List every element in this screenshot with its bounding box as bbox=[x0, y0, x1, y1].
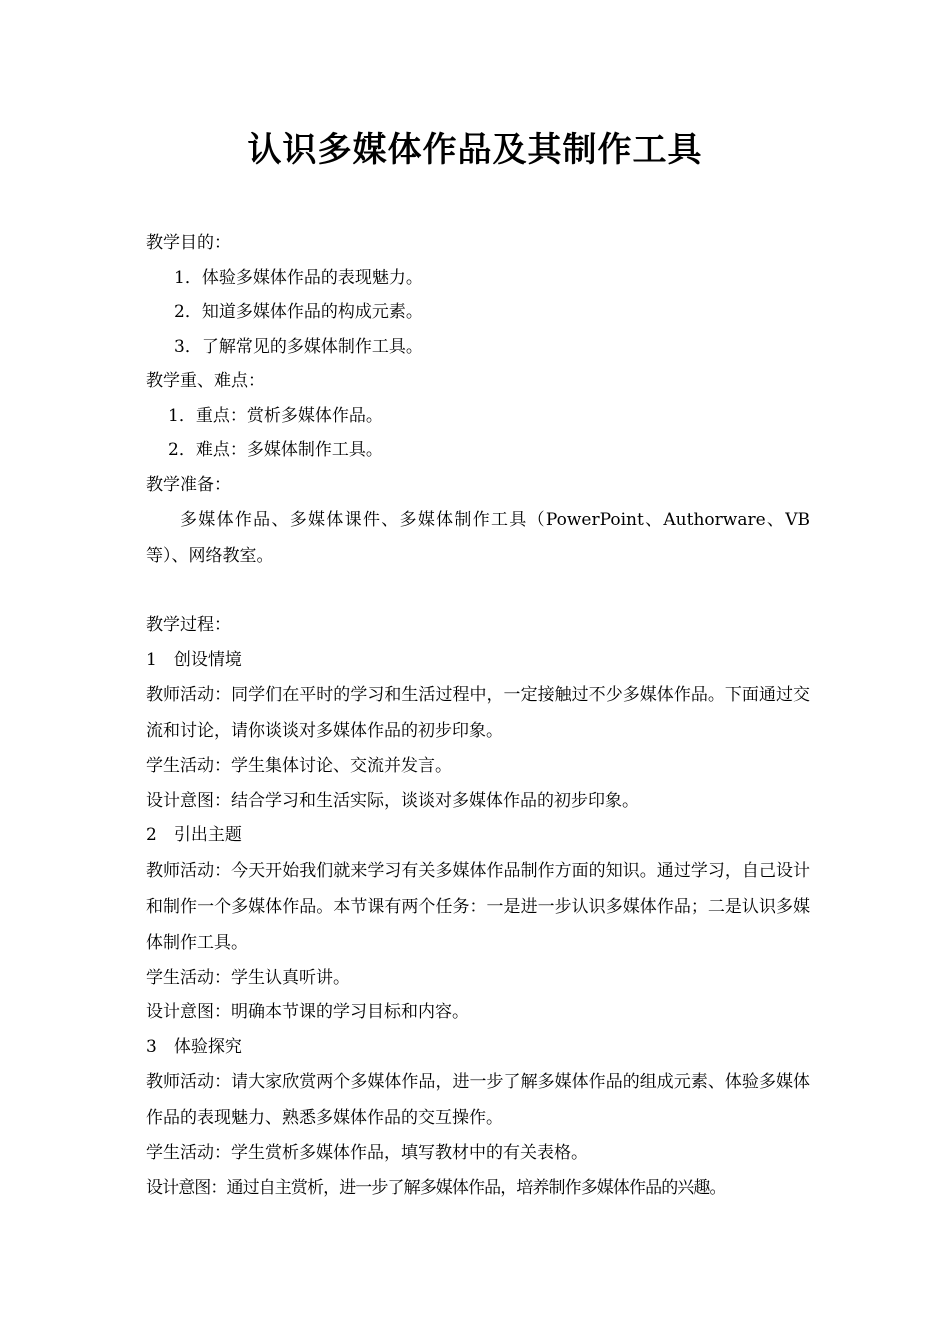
student-activity: 学生活动：学生赏析多媒体作品，填写教材中的有关表格。 bbox=[146, 1143, 588, 1163]
section-title: 3 体验探究 bbox=[146, 1036, 242, 1057]
document-title: 认识多媒体作品及其制作工具 bbox=[247, 130, 703, 170]
key-point-item: 2．难点：多媒体制作工具。 bbox=[168, 440, 383, 460]
design-intent: 设计意图：通过自主赏析，进一步了解多媒体作品，培养制作多媒体作品的兴趣。 bbox=[146, 1177, 726, 1198]
key-points-heading: 教学重、难点： bbox=[146, 371, 265, 391]
student-activity: 学生活动：学生集体讨论、交流并发言。 bbox=[146, 756, 452, 776]
objective-item: 1．体验多媒体作品的表现魅力。 bbox=[174, 267, 423, 288]
teacher-activity: 教师活动：同学们在平时的学习和生活过程中，一定接触过不少多媒体作品。下面通过交流和讨论，请你谈谈对多媒体作品的初步印象。 bbox=[146, 685, 810, 741]
design-intent: 设计意图：结合学习和生活实际，谈谈对多媒体作品的初步印象。 bbox=[146, 790, 639, 811]
objectives-heading: 教学目的： bbox=[146, 233, 231, 253]
preparation-heading: 教学准备： bbox=[146, 474, 231, 495]
student-activity: 学生活动：学生认真听讲。 bbox=[146, 967, 350, 988]
process-heading: 教学过程： bbox=[146, 615, 231, 635]
section-title: 2 引出主题 bbox=[146, 825, 242, 845]
spacer bbox=[146, 574, 810, 608]
objective-item: 2．知道多媒体作品的构成元素。 bbox=[174, 302, 423, 322]
teacher-activity: 教师活动：请大家欣赏两个多媒体作品，进一步了解多媒体作品的组成元素、体验多媒体作品的表现魅力、熟悉多媒体作品的交互操作。 bbox=[146, 1072, 810, 1128]
teacher-activity: 教师活动：今天开始我们就来学习有关多媒体作品制作方面的知识。通过学习，自己设计和制作一个多媒体作品。本节课有两个任务：一是进一步认识多媒体作品；二是认识多媒体制作工具。 bbox=[146, 860, 810, 953]
design-intent: 设计意图：明确本节课的学习目标和内容。 bbox=[146, 1002, 469, 1022]
section-title: 1 创设情境 bbox=[146, 649, 242, 670]
objective-item: 3．了解常见的多媒体制作工具。 bbox=[174, 336, 423, 357]
key-point-item: 1．重点：赏析多媒体作品。 bbox=[168, 405, 383, 426]
preparation-text: 多媒体作品、多媒体课件、多媒体制作工具（PowerPoint、Authorware、VB等）、网络教室。 bbox=[146, 510, 810, 566]
document-body bbox=[146, 226, 810, 1205]
